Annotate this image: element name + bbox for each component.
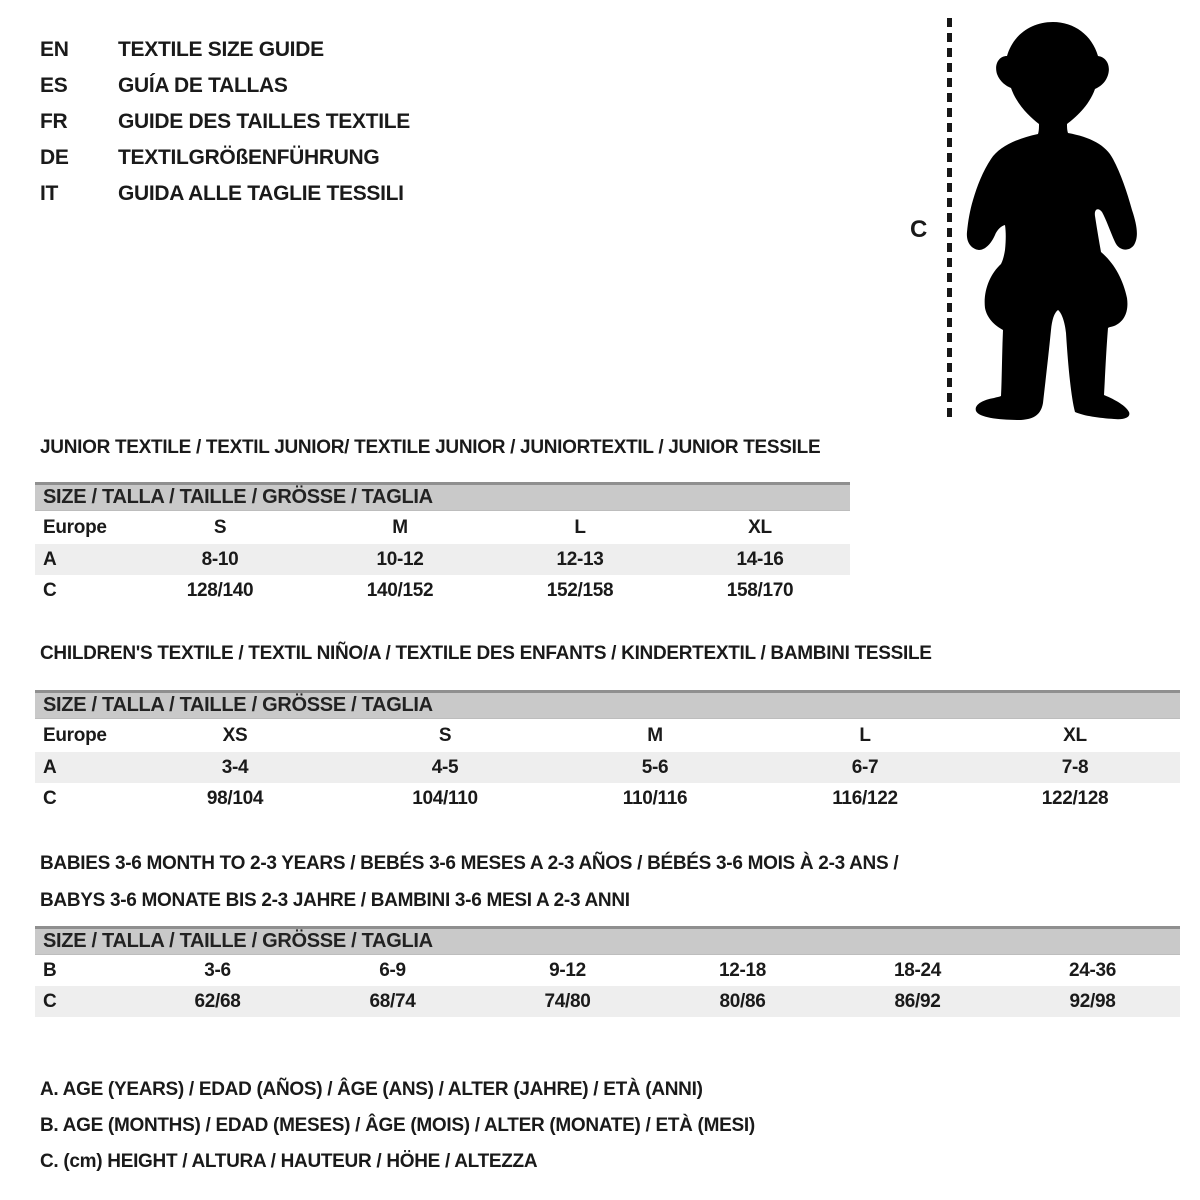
lang-row-fr bbox=[40, 104, 410, 140]
table-cell: 104/110 bbox=[412, 787, 478, 809]
lang-code: ES bbox=[40, 74, 68, 97]
lang-code: IT bbox=[40, 182, 59, 205]
junior-section-title: JUNIOR TEXTILE / TEXTIL JUNIOR/ TEXTILE JUNIOR / JUNIORTEXTIL / JUNIOR TESSILE bbox=[40, 437, 821, 458]
height-measure-label: C bbox=[910, 216, 928, 243]
table-cell: 18-24 bbox=[893, 959, 942, 981]
toddler-silhouette bbox=[963, 20, 1143, 420]
table-cell: 14-16 bbox=[736, 548, 784, 570]
row-label: A bbox=[43, 756, 57, 778]
table-cell: 3-6 bbox=[204, 959, 231, 981]
table-cell: 12-18 bbox=[718, 959, 767, 981]
babies-table bbox=[35, 926, 1180, 1017]
lang-title: GUÍA DE TALLAS bbox=[118, 74, 288, 97]
lang-title: GUIDA ALLE TAGLIE TESSILI bbox=[118, 182, 404, 205]
table-cell: 92/98 bbox=[1069, 990, 1116, 1012]
lang-code: DE bbox=[40, 146, 69, 169]
height-measure-dashed-line bbox=[947, 18, 952, 418]
lang-code: EN bbox=[40, 38, 69, 61]
table-cell: 62/68 bbox=[194, 990, 241, 1012]
lang-row-it bbox=[40, 176, 410, 212]
lang-code: FR bbox=[40, 110, 68, 133]
row-label: A bbox=[43, 548, 57, 570]
table-cell: S bbox=[438, 724, 452, 746]
table-row bbox=[35, 544, 850, 575]
table-cell: M bbox=[647, 724, 663, 746]
measurement-legend bbox=[40, 1072, 755, 1180]
table-cell: XL bbox=[1063, 724, 1087, 746]
babies-section-title bbox=[40, 845, 898, 919]
table-cell: 9-12 bbox=[549, 959, 586, 981]
table-row bbox=[35, 783, 1180, 814]
table-cell: L bbox=[574, 516, 586, 538]
legend-line-a: A. AGE (YEARS) / EDAD (AÑOS) / ÂGE (ANS) / ALTER (JAHRE) / ETÀ (ANNI) bbox=[40, 1079, 703, 1100]
table-cell: XS bbox=[222, 724, 248, 746]
lang-row-en bbox=[40, 32, 410, 68]
row-label: C bbox=[43, 579, 57, 601]
legend-line-c: C. (cm) HEIGHT / ALTURA / HAUTEUR / HÖHE / ALTEZZA bbox=[40, 1151, 538, 1172]
row-label: B bbox=[43, 959, 57, 981]
table-row bbox=[35, 752, 1180, 783]
children-size-header: SIZE / TALLA / TAILLE / GRÖSSE / TAGLIA bbox=[35, 690, 1180, 719]
babies-title-line1: BABIES 3-6 MONTH TO 2-3 YEARS / BEBÉS 3-6 MESES A 2-3 AÑOS / BÉBÉS 3-6 MOIS À 2-3 ANS / bbox=[40, 853, 899, 874]
table-cell: XL bbox=[748, 516, 772, 538]
lang-title: GUIDE DES TAILLES TEXTILE bbox=[118, 110, 410, 133]
language-header bbox=[40, 32, 410, 212]
lang-row-es bbox=[40, 68, 410, 104]
table-row bbox=[35, 719, 1180, 752]
table-cell: S bbox=[213, 516, 227, 538]
junior-size-header: SIZE / TALLA / TAILLE / GRÖSSE / TAGLIA bbox=[35, 482, 850, 511]
children-table bbox=[35, 690, 1180, 814]
table-cell: 122/128 bbox=[1041, 787, 1109, 809]
table-cell: 6-7 bbox=[851, 756, 879, 778]
table-cell: 152/158 bbox=[546, 579, 614, 601]
table-cell: 7-8 bbox=[1061, 756, 1089, 778]
row-label: Europe bbox=[43, 724, 107, 746]
table-cell: 12-13 bbox=[556, 548, 604, 570]
table-cell: 6-9 bbox=[379, 959, 406, 981]
table-row bbox=[35, 955, 1180, 986]
table-cell: L bbox=[859, 724, 871, 746]
junior-table bbox=[35, 482, 850, 606]
row-label: Europe bbox=[43, 516, 107, 538]
babies-title-line2: BABYS 3-6 MONATE BIS 2-3 JAHRE / BAMBINI 3-6 MESI A 2-3 ANNI bbox=[40, 890, 630, 911]
table-cell: 68/74 bbox=[369, 990, 416, 1012]
row-label: C bbox=[43, 787, 57, 809]
table-cell: 140/152 bbox=[366, 579, 434, 601]
table-cell: 158/170 bbox=[726, 579, 794, 601]
table-cell: 128/140 bbox=[186, 579, 254, 601]
table-cell: 98/104 bbox=[206, 787, 264, 809]
babies-size-header: SIZE / TALLA / TAILLE / GRÖSSE / TAGLIA bbox=[35, 926, 1180, 955]
lang-title: TEXTILE SIZE GUIDE bbox=[118, 38, 324, 61]
children-section-title: CHILDREN'S TEXTILE / TEXTIL NIÑO/A / TEXTILE DES ENFANTS / KINDERTEXTIL / BAMBINI TESSILE bbox=[40, 643, 932, 664]
table-cell: 80/86 bbox=[719, 990, 766, 1012]
table-cell: 10-12 bbox=[376, 548, 424, 570]
lang-title: TEXTILGRÖßENFÜHRUNG bbox=[118, 146, 380, 169]
table-cell: 24-36 bbox=[1068, 959, 1117, 981]
table-cell: 3-4 bbox=[221, 756, 249, 778]
table-row bbox=[35, 986, 1180, 1017]
table-cell: 4-5 bbox=[431, 756, 459, 778]
table-cell: 8-10 bbox=[201, 548, 239, 570]
table-row bbox=[35, 575, 850, 606]
table-cell: M bbox=[392, 516, 408, 538]
table-row bbox=[35, 511, 850, 544]
table-cell: 74/80 bbox=[544, 990, 591, 1012]
lang-row-de bbox=[40, 140, 410, 176]
table-cell: 5-6 bbox=[641, 756, 669, 778]
table-cell: 110/116 bbox=[622, 787, 688, 809]
legend-line-b: B. AGE (MONTHS) / EDAD (MESES) / ÂGE (MOIS) / ALTER (MONATE) / ETÀ (MESI) bbox=[40, 1115, 755, 1136]
table-cell: 86/92 bbox=[894, 990, 941, 1012]
table-cell: 116/122 bbox=[832, 787, 898, 809]
row-label: C bbox=[43, 990, 57, 1012]
